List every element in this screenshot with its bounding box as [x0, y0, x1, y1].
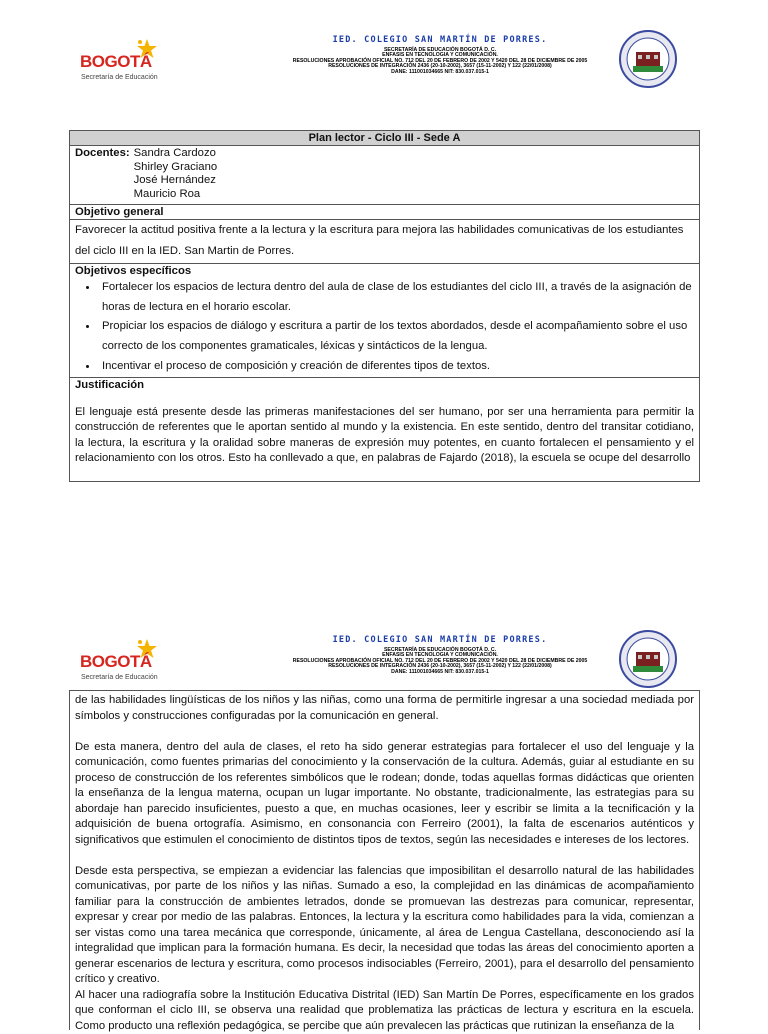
list-item: • Propiciar los espacios de diálogo y escritura a partir de los textos abordados, desde el acompañamiento sobre el uso correcto de los componentes gramaticales, léxicas y sintácticos de la lengua.: [98, 317, 694, 357]
logo-subtitle: Secretaría de Educación: [81, 674, 158, 681]
school-seal-icon: [619, 630, 677, 688]
list-item: • Incentivar el proceso de composición y creación de diferentes tipos de textos.: [98, 357, 694, 377]
objetivo-general-heading-row: [70, 205, 699, 220]
page-header: [0, 0, 768, 110]
paragraph: Al hacer una radiografía sobre la Institución Educativa Distrital (IED) San Martín De Porres, específicamente en los grados que conforman el ciclo III, se observa una realidad que problematiza las prácticas de lectura y escritura en la escuela. Como producto una reflexión pedagógica, se percibe que aún prevalecen las prácticas que rutinizan la enseñanza de la: [75, 988, 694, 1034]
list-item: • Fortalecer los espacios de lectura dentro del aula de clase de los estudiantes del ciclo III, a través de la asignación de horas de lectura en el horario escolar.: [98, 278, 694, 318]
school-header-text: [270, 36, 610, 75]
bogota-logo: [78, 38, 160, 84]
paragraph: Desde esta perspectiva, se empiezan a evidenciar las falencias que imposibilitan el desarrollo natural de las habilidades comunicativas, por parte de los niños y las niñas. Sumado a eso, la complejidad en las dinámicas de acompañamiento familiar para la construcción de ambientes letrados, donde se promuevan las destrezas para comunicar, representar, expresar y crear por medio de las palabras. Entonces, la lectura y la escritura como habilidades para la vida, comienzan a ser vistas como una tarea mecánica que corresponde, únicamente, al área de Lengua Castellana, desconociendo así la integralidad que implican para la formación humana. Es decir, la necesidad que todas las áreas del conocimiento aporten a generar escenarios de lectura y escritura, como procesos indisociables (Ferreiro, 2001), para el desarrollo del pensamiento crítico y creativo.: [75, 864, 694, 988]
bogota-logo: [78, 638, 160, 684]
objetivos-especificos-heading: Objetivos específicos: [75, 264, 694, 278]
plan-lector-table-continued: [69, 690, 700, 1030]
justificacion-text: El lenguaje está presente desde las primeras manifestaciones del ser humano, por ser una herramienta para permitir la construcción de referentes que le aportan sentido al mundo y la existencia. En este sentido, dentro del transitar cotidiano, la lectura, la escritura y la oralidad sobre maneras de expresión muy potentes, en cuanto fortalecen el pensamiento y el relacionamiento con los otros. Esto ha conllevado a que, en palabras de Fajardo (2018), la escuela se ocupe del desarrollo: [75, 405, 694, 467]
document-page-2: [0, 600, 768, 1024]
objetivo-general-heading: Objetivo general: [75, 205, 694, 219]
justificacion-continued: [70, 691, 699, 1034]
plan-lector-table: [69, 130, 700, 482]
header-line: SECRETARÍA DE EDUCACIÓN BOGOTÁ D. C.: [270, 48, 610, 53]
header-line: RESOLUCIONES DE INTEGRACIÓN 2436 (20-10-2002), 3657 (15-11-2002) Y 122 (22/01/2008): [270, 64, 610, 69]
objetivo-general-text: Favorecer la actitud positiva frente a la lectura y la escritura para mejora las habilidades comunicativas de los estudiantes del ciclo III en la IED. San Martin de Porres.: [75, 220, 694, 263]
table-title: Plan lector - Ciclo III - Sede A: [70, 131, 699, 146]
docente-name: Mauricio Roa: [134, 188, 218, 202]
school-name: IED. COLEGIO SAN MARTÍN DE PORRES.: [270, 636, 610, 645]
docente-name: Shirley Graciano: [134, 161, 218, 175]
logo-wordmark: BOGOTÁ: [80, 52, 152, 72]
paragraph: De esta manera, dentro del aula de clases, el reto ha sido generar estrategias para fortalecer el uso del lenguaje y la comunicación, como fuentes primarias del conocimiento y la conservación de la cultura. Además, guiar al estudiante en su proceso de construcción de los referentes simbólicos que le rodean; donde, todas aquellas formas didácticas que orienten la enseñanza de la lengua materna, ocupan un lugar importante. No obstante, tradicionalmente, las estrategias para su abordaje han parecido insuficientes, puesto a que, en muchas ocasiones, leer y escribir se limita a la tecnificación y la adquisición de buena ortografía. Asimismo, en consonancia con Ferreiro (2001), la falta de escenarios auténticos y significativos que estimulen el conocimiento de distintos tipos de textos, según las necesidades e intereses de los lectores.: [75, 740, 694, 849]
objetivo-general-row: [70, 220, 699, 264]
header-line: DANE: 111001034665 NIT: 830.037.015-1: [270, 670, 610, 675]
docentes-row: [70, 146, 699, 205]
header-line: ENFASIS EN TECNOLOGIA Y COMUNICACIÓN.: [270, 53, 610, 58]
logo-wordmark: BOGOTÁ: [80, 652, 152, 672]
objetivos-especificos-row: [70, 264, 699, 378]
header-line: DANE: 111001034665 NIT: 830.037.015-1: [270, 70, 610, 75]
docente-name: Sandra Cardozo: [134, 147, 218, 161]
justificacion-heading: Justificación: [75, 378, 694, 392]
header-line: SECRETARÍA DE EDUCACIÓN BOGOTÁ D. C.: [270, 648, 610, 653]
paragraph: de las habilidades lingüísticas de los niños y las niñas, como una forma de permitirle ingresar a una sociedad mediada por símbolos y construcciones configuradas por la comunicación en general.: [75, 693, 694, 724]
page-gap: [0, 520, 768, 600]
header-line: RESOLUCIONES APROBACIÓN OFICIAL NO. 712 DEL 20 DE FEBRERO DE 2002 Y 5420 DEL 28 DE DICIEMBRE DE 2005: [270, 59, 610, 64]
school-name: IED. COLEGIO SAN MARTÍN DE PORRES.: [270, 36, 610, 45]
docentes-label: Docentes:: [75, 147, 130, 202]
header-line: RESOLUCIONES APROBACIÓN OFICIAL NO. 712 DEL 20 DE FEBRERO DE 2002 Y 5420 DEL 28 DE DICIEMBRE DE 2005: [270, 659, 610, 664]
objetivos-list: [75, 278, 694, 377]
header-line: ENFASIS EN TECNOLOGIA Y COMUNICACIÓN.: [270, 653, 610, 658]
docente-name: José Hernández: [134, 174, 218, 188]
justificacion-row: [70, 378, 699, 467]
school-seal-icon: [619, 30, 677, 88]
logo-subtitle: Secretaría de Educación: [81, 74, 158, 81]
school-header-text: [270, 636, 610, 675]
header-line: RESOLUCIONES DE INTEGRACIÓN 2436 (20-10-2002), 3657 (15-11-2002) Y 122 (22/01/2008): [270, 664, 610, 669]
